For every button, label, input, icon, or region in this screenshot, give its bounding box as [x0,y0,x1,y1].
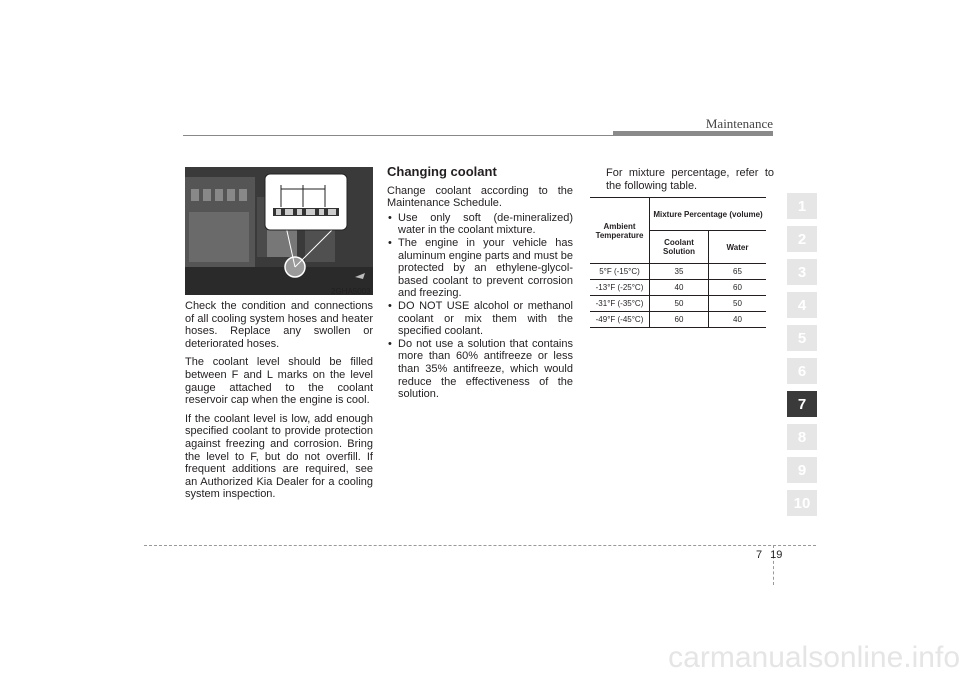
column-2 [387,166,573,401]
column-3 [606,167,774,198]
list-item: • Do not use a solution that contains more than 60% antifreeze or less than 35% antifreeze, which would reduce the effectiveness of the solution. [387,338,573,401]
chapter-tab-10[interactable]: 10 [787,490,817,516]
table-row [590,280,766,296]
list-item: • The engine in your vehicle has aluminum engine parts and must be protected by an ethylene-glycol-based coolant to prevent corrosion and freezing. [387,237,573,300]
table-cell-coolant: 35 [650,264,709,280]
chapter-tab-4[interactable]: 4 [787,292,817,318]
page-number-value: 19 [770,549,783,561]
chapter-tab-2[interactable]: 2 [787,226,817,252]
list-item: • Use only soft (de-mineralized) water in the coolant mixture. [387,212,573,237]
table-header-coolant: Coolant Solution [650,231,709,264]
paragraph-change-intro: Change coolant according to the Maintenance Schedule. [387,184,573,210]
column-1 [185,300,373,507]
paragraph-hose-check: Check the condition and connections of all cooling system hoses and heater hoses. Replace any swollen or deteriorated hoses. [185,300,373,350]
header-rule [183,135,613,136]
figure-caption: 2GHA5003 [331,287,371,296]
table-cell-coolant: 40 [650,280,709,296]
chapter-tab-7[interactable]: 7 [787,391,817,417]
chapter-tab-3[interactable]: 3 [787,259,817,285]
table-cell-temp: 5°F (-15°C) [590,264,650,280]
engine-bay-photo [185,167,373,295]
table-row [590,264,766,280]
mixture-table [590,197,766,328]
table-row [590,296,766,312]
section-title: Changing coolant [387,164,497,179]
table-cell-temp: -13°F (-25°C) [590,280,650,296]
engine-bay-illustration [185,167,373,295]
header-rule-accent [613,131,773,136]
bullet-list [387,212,573,401]
table-header-water: Water [709,231,767,264]
chapter-tab-5[interactable]: 5 [787,325,817,351]
chapter-tab-9[interactable]: 9 [787,457,817,483]
table-cell-water: 65 [709,264,767,280]
chapter-tabs [787,193,817,523]
paragraph-table-intro: For mixture percentage, refer to the following table. [606,167,774,192]
paragraph-low-coolant: If the coolant level is low, add enough specified coolant to provide protection against freezing and corrosion. Bring the level to F, but do not overfill. If frequent additions are required, see an Authorized Kia Dealer for a cooling system inspection. [185,412,373,501]
chapter-number: 7 [756,549,763,561]
table-cell-water: 60 [709,280,767,296]
page-number [752,549,786,561]
table-cell-water: 50 [709,296,767,312]
paragraph-coolant-level: The coolant level should be filled between F and L marks on the level gauge attached to the coolant reservoir cap when the engine is cool. [185,356,373,407]
table-cell-coolant: 60 [650,312,709,328]
watermark: carmanualsonline.info [668,641,960,674]
table-cell-temp: -31°F (-35°C) [590,296,650,312]
chapter-tab-8[interactable]: 8 [787,424,817,450]
table-cell-water: 40 [709,312,767,328]
table-cell-temp: -49°F (-45°C) [590,312,650,328]
table-header-mixture: Mixture Percentage (volume) [650,198,767,231]
footer-rule [144,545,816,546]
chapter-tab-1[interactable]: 1 [787,193,817,219]
table-header-ambient: Ambient Temperature [590,198,650,264]
table-cell-coolant: 50 [650,296,709,312]
header-title: Maintenance [705,116,773,131]
chapter-tab-6[interactable]: 6 [787,358,817,384]
table-row [590,312,766,328]
list-item: • DO NOT USE alcohol or methanol coolant or mix them with the specified coolant. [387,300,573,338]
